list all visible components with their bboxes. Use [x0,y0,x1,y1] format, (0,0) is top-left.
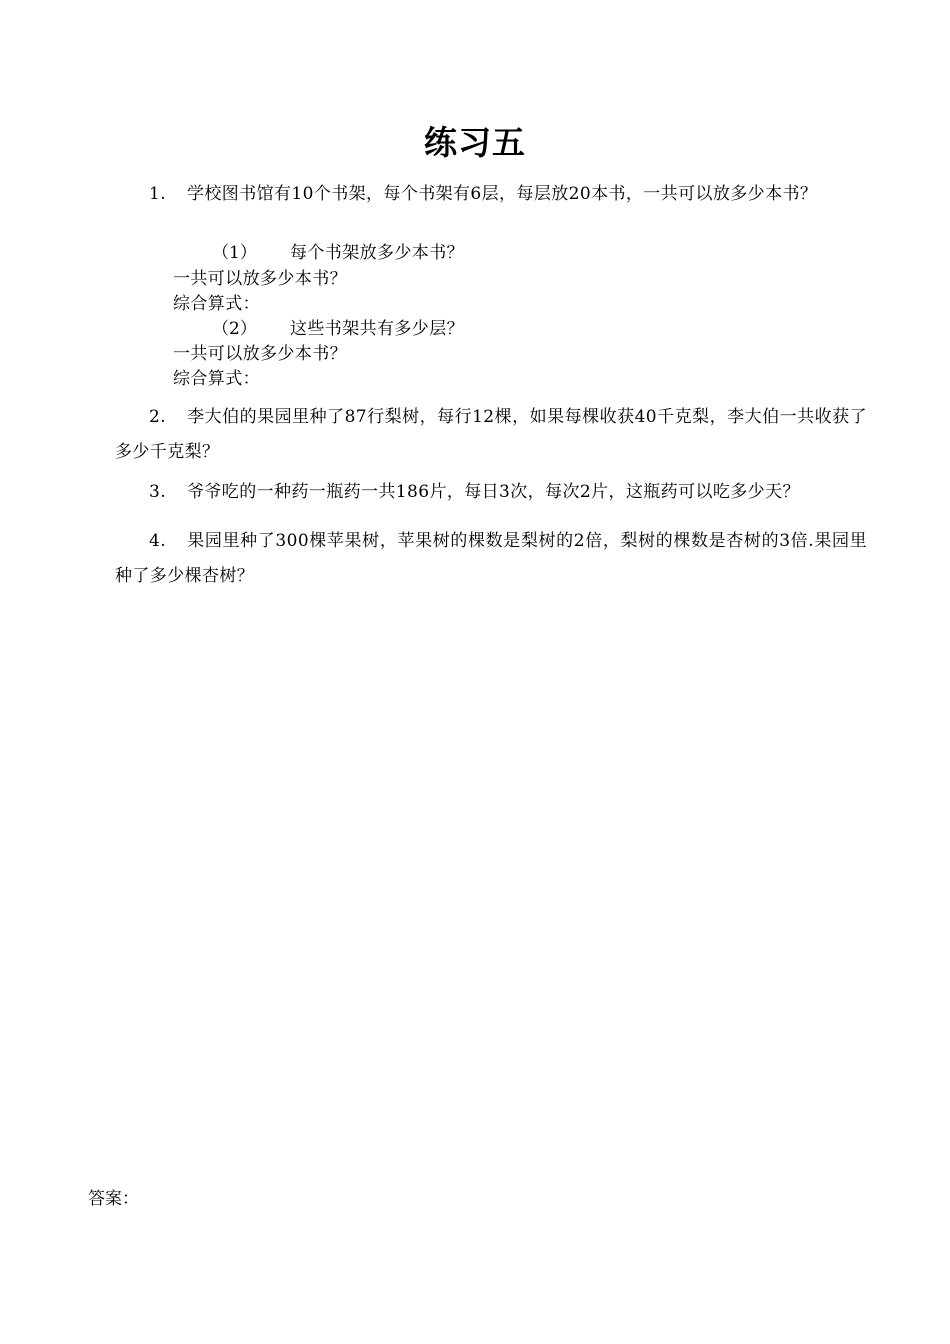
question-text: 李大伯的果园里种了87行梨树，每行12棵，如果每棵收获40千克梨，李大伯一共收获了多少千克梨？ [115,407,867,462]
formula-label: 综合算式： [173,369,260,389]
formula-label: 综合算式： [173,294,260,314]
question-text: 果园里种了300棵苹果树，苹果树的棵数是梨树的2倍，梨树的棵数是杏树的3倍.果园里种了多少棵杏树？ [115,531,867,586]
question-1 [115,178,867,211]
sub-question-line: 一共可以放多少本书？ [173,269,347,289]
sub-question-label: （1） [212,243,257,263]
sub-question-text: 每个书架放多少本书？ [290,243,464,263]
question-number: 3. [149,482,167,502]
sub-question-text: 这些书架共有多少层？ [290,319,464,339]
question-number: 2. [149,407,167,427]
sub-question-line: 一共可以放多少本书？ [173,344,347,364]
question-number: 1. [149,184,167,204]
question-text: 爷爷吃的一种药一瓶药一共186片，每日3次，每次2片，这瓶药可以吃多少天？ [187,482,800,502]
question-number: 4. [149,531,167,551]
question-3 [115,476,867,509]
answer-label: 答案： [88,1189,139,1209]
page-title: 练习五 [424,123,526,162]
question-text: 学校图书馆有10个书架，每个书架有6层，每层放20本书，一共可以放多少本书？ [187,184,818,204]
question-4 [115,524,867,594]
sub-question-label: （2） [212,319,257,339]
question-2 [115,400,867,470]
